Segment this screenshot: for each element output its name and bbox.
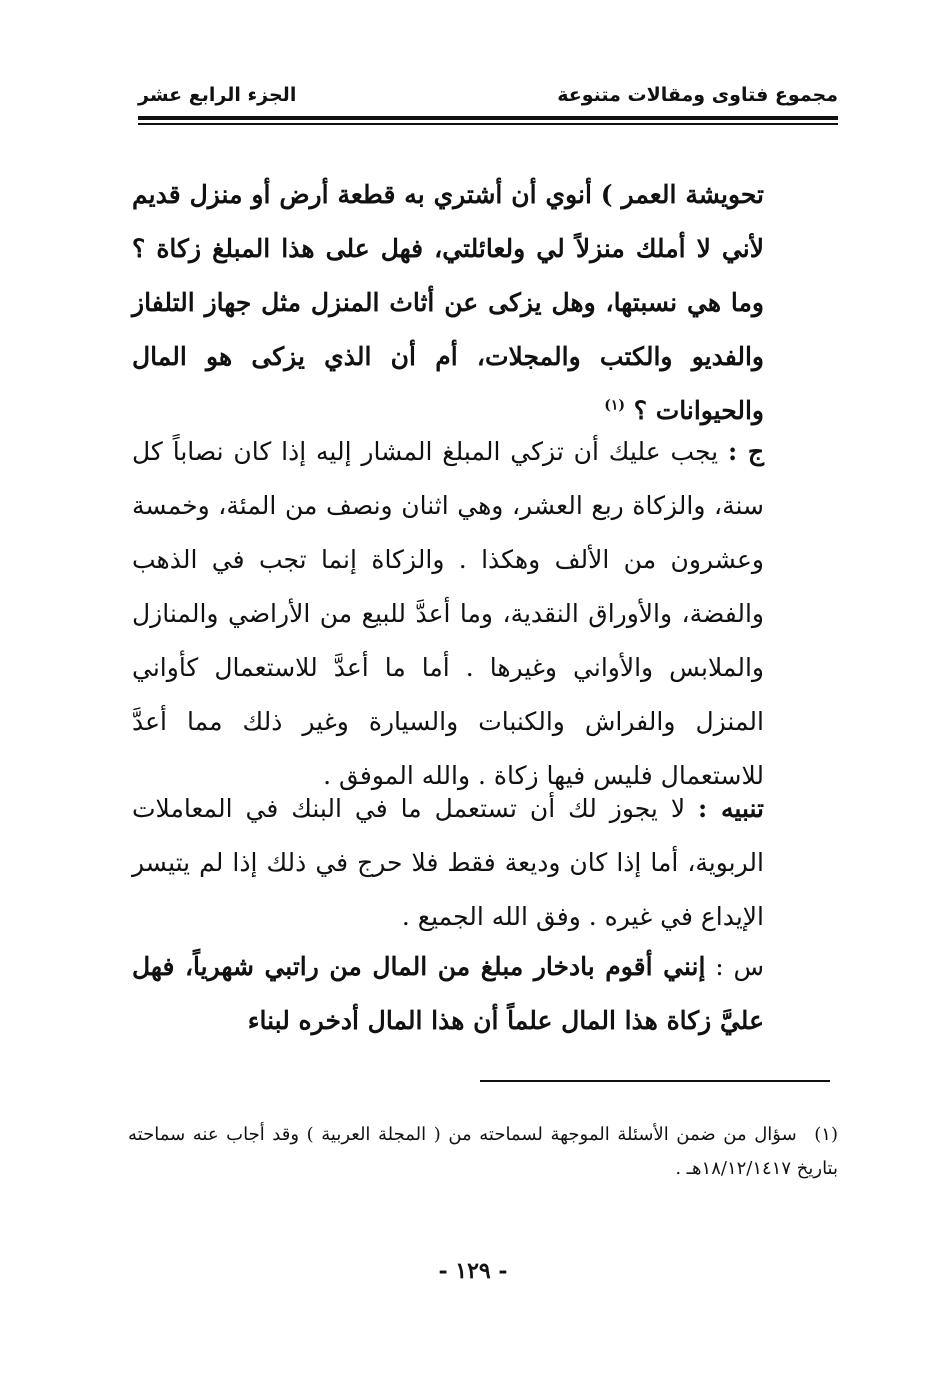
footnote-text: سؤال من ضمن الأسئلة الموجهة لسماحته من ( المجلة العربية ) وقد أجاب عنه سماحته بتاريخ ١٨/١٢/١٤١٧هـ .: [128, 1124, 838, 1179]
header-rule-thick: [138, 116, 838, 120]
question-2-marker: س :: [715, 952, 765, 981]
question-2-text: إنني أقوم بادخار مبلغ من المال من راتبي شهرياً، فهل عليَّ زكاة هذا المال علماً أن هذا المال أدخره لبناء: [132, 952, 764, 1035]
question-1-text: تحويشة العمر ) أنوي أن أشتري به قطعة أرض أو منزل قديم لأني لا أملك منزلاً لي ولعائلتي، فهل على هذا المبلغ زكاة ؟ وما هي نسبتها، وهل يزكى عن أثاث المنزل مثل جهاز التلفاز والفديو والكتب والمجلات، أم أن الذي يزكى هو المال والحيوانات ؟: [132, 180, 764, 425]
footnote-separator: [480, 1080, 830, 1082]
notice-text: لا يجوز لك أن تستعمل ما في البنك في المعاملات الربوية، أما إذا كان وديعة فقط فلا حرج في ذلك إذا لم يتيسر الإيداع في غيره . وفق الله الجميع .: [132, 794, 764, 931]
footnote-number: (١): [814, 1124, 838, 1145]
notice: [132, 782, 764, 944]
running-header: [138, 78, 838, 114]
question-2: [132, 940, 764, 1048]
page-number: - ١٢٩ -: [438, 1258, 508, 1284]
footnote-reference: (١): [604, 397, 626, 414]
answer-1: [132, 425, 764, 803]
answer-1-text: يجب عليك أن تزكي المبلغ المشار إليه إذا كان نصاباً كل سنة، والزكاة ربع العشر، وهي اثنان ونصف من المئة، وخمسة وعشرون من الألف وهكذا . والزكاة إنما تجب في الذهب والفضة، والأوراق النقدية، وما أعدَّ للبيع من الأراضي والمنازل والملابس والأواني وغيرها . أما ما أعدَّ للاستعمال كأواني المنزل والفراش والكنبات والسيارة وغير ذلك مما أعدَّ للاستعمال فليس فيها زكاة . والله الموفق .: [132, 437, 764, 790]
header-rule-thin: [138, 123, 838, 125]
notice-marker: تنبيه :: [698, 794, 764, 823]
volume-label: الجزء الرابع عشر: [138, 84, 297, 106]
question-1: [132, 168, 764, 438]
footnote: [128, 1118, 838, 1186]
book-title: مجموع فتاوى ومقالات متنوعة: [557, 84, 838, 106]
answer-marker: ج :: [728, 437, 764, 466]
